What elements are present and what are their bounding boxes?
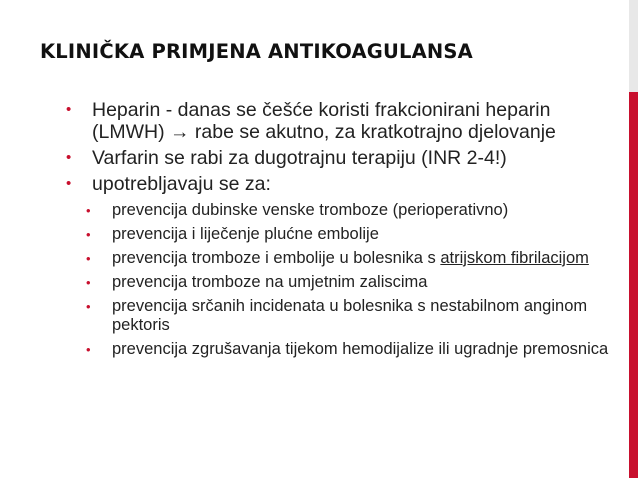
sub-bullet-dot-icon: • [86,227,91,242]
bullet-text-heparin-part1: Heparin - danas se češće koristi frakcionirani heparin (LMWH) [92,99,551,143]
bullet-text-usage: upotrebljavaju se za: [92,173,271,195]
sub-text-dialysis: prevencija zgrušavanja tijekom hemodijalize ili ugradnje premosnica [112,340,609,358]
sub-item-af [84,249,624,268]
bullet-text-heparin-part2: rabe se akutno, za kratkotrajno djelovanje [189,121,556,143]
sub-link-af[interactable]: atrijskom fibrilacijom [440,249,589,267]
sub-item-dvt [84,201,624,220]
bullet-list [64,99,624,359]
sub-text-valves: prevencija tromboze na umjetnim zaliscima [112,273,428,291]
sub-item-valves [84,273,624,292]
bullet-item-heparin [64,99,624,143]
sub-bullet-dot-icon: • [86,203,91,218]
sub-bullet-dot-icon: • [86,251,91,266]
bullet-item-usage [64,173,624,359]
sub-bullet-dot-icon: • [86,342,91,357]
right-arrow-icon: → [169,121,190,143]
sub-bullet-list [84,201,624,359]
slide-content [64,99,624,364]
accent-bar-red [629,92,638,478]
sub-text-angina: prevencija srčanih incidenata u bolesnika s nestabilnom anginom pektoris [112,297,588,334]
sub-text-dvt: prevencija dubinske venske tromboze (perioperativno) [112,201,509,219]
accent-bar-top [629,0,638,92]
sub-text-pe: prevencija i liječenje plućne embolije [112,225,379,243]
slide-title: KLINIČKA PRIMJENA ANTIKOAGULANSA [40,40,473,63]
bullet-text-varfarin: Varfarin se rabi za dugotrajnu terapiju (INR 2-4!) [92,147,507,169]
sub-bullet-dot-icon: • [86,299,91,314]
sub-text-af: prevencija tromboze i embolije u bolesnika s [112,249,441,267]
bullet-item-varfarin [64,147,624,169]
sub-item-dialysis [84,340,624,359]
sub-item-pe [84,225,624,244]
bullet-dot-icon: • [66,101,72,118]
bullet-dot-icon: • [66,175,72,192]
sub-bullet-dot-icon: • [86,275,91,290]
bullet-dot-icon: • [66,149,72,166]
sub-item-angina [84,297,624,335]
